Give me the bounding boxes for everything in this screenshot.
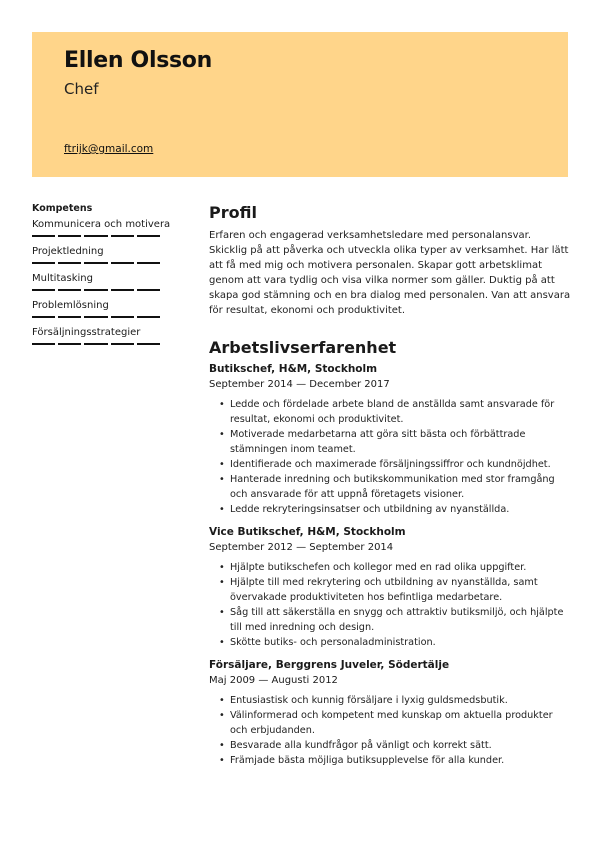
bullet-item: • Främjade bästa möjliga butiksupplevelse för alla kunder.	[219, 753, 571, 768]
bullet-item: • Hanterade inredning och butikskommunikation med stor framgång och ansvarade för att uppnå företagets visioner.	[219, 472, 571, 502]
bullet-item: • Hjälpte till med rekrytering och utbildning av nyanställda, samt övervakade produktiviteten hos befintliga medarbetare.	[219, 575, 571, 605]
profile-title: Profil	[209, 203, 257, 222]
skill-level-segment	[32, 316, 55, 318]
job-entry	[209, 363, 571, 517]
job-entry-title: Försäljare, Berggrens Juveler, Södertälje	[209, 659, 450, 671]
bullet-item: • Skötte butiks- och personaladministration.	[219, 635, 571, 650]
skill-item	[32, 272, 160, 291]
skill-level-segment	[137, 262, 160, 264]
skill-level-segment	[111, 316, 134, 318]
main-content	[209, 203, 571, 777]
skill-level-segment	[32, 289, 55, 291]
profile-text: Erfaren och engagerad verksamhetsledare med personalansvar. Skicklig på att påverka och utveckla olika typer av verksamhet. Har lätt att få med mig och motivera personalen. Skapar gott arbetsklimat genom att vara tydlig och visa vilka normer som gäller. Duktig på att skapa god stämning och en bra dialog med personalen. Van att ansvara för resultat, ekonomi och produktivitet.	[209, 230, 571, 316]
jobs-list	[209, 363, 571, 768]
skill-level-bar	[32, 289, 160, 291]
skill-level-segment	[58, 262, 81, 264]
skills-list	[32, 218, 171, 345]
skill-level-segment	[84, 343, 107, 345]
job-entry-dates: September 2014 — December 2017	[209, 379, 390, 390]
skill-level-segment	[137, 289, 160, 291]
job-entry-title: Vice Butikschef, H&M, Stockholm	[209, 526, 406, 538]
skill-name: Försäljningsstrategier	[32, 327, 141, 338]
skill-level-segment	[84, 289, 107, 291]
skill-level-bar	[32, 316, 160, 318]
skill-item	[32, 245, 160, 264]
skill-level-segment	[32, 235, 55, 237]
skill-level-segment	[32, 343, 55, 345]
person-name: Ellen Olsson	[64, 48, 212, 73]
skill-level-segment	[84, 316, 107, 318]
bullet-item: • Välinformerad och kompetent med kunskap om aktuella produkter och erbjudanden.	[219, 708, 571, 738]
skill-level-segment	[58, 316, 81, 318]
skill-level-bar	[32, 235, 160, 237]
sidebar-skills	[32, 203, 171, 353]
skill-name: Multitasking	[32, 273, 93, 284]
skill-item	[32, 218, 171, 237]
job-title: Chef	[64, 80, 99, 98]
bullet-item: • Ledde rekryteringsinsatser och utbildning av nyanställda.	[219, 502, 571, 517]
skill-name: Projektledning	[32, 246, 104, 257]
skill-name: Problemlösning	[32, 300, 109, 311]
header-banner	[32, 32, 568, 177]
skill-level-bar	[32, 262, 160, 264]
job-entry-title: Butikschef, H&M, Stockholm	[209, 363, 378, 375]
skill-level-segment	[32, 262, 55, 264]
bullet-item: • Såg till att säkerställa en snygg och attraktiv butiksmiljö, och hjälpte till med inredning och design.	[219, 605, 571, 635]
bullet-item: • Hjälpte butikschefen och kollegor med en rad olika uppgifter.	[219, 560, 571, 575]
skill-level-segment	[111, 235, 134, 237]
job-entry-bullets	[219, 560, 571, 650]
skill-level-segment	[84, 262, 107, 264]
skill-level-segment	[58, 235, 81, 237]
job-entry-bullets	[219, 397, 571, 517]
job-entry-dates: September 2012 — September 2014	[209, 542, 394, 553]
skill-level-segment	[58, 289, 81, 291]
skill-level-segment	[58, 343, 81, 345]
skill-item	[32, 299, 160, 318]
skills-title: Kompetens	[32, 203, 93, 214]
skill-level-segment	[137, 316, 160, 318]
bullet-item: • Besvarade alla kundfrågor på vänligt och korrekt sätt.	[219, 738, 571, 753]
skill-level-segment	[111, 343, 134, 345]
skill-level-segment	[111, 289, 134, 291]
skill-name: Kommunicera och motivera	[32, 219, 171, 230]
email-link[interactable]: ftrijk@gmail.com	[64, 143, 154, 155]
bullet-item: • Entusiastisk och kunnig försäljare i lyxig guldsmedsbutik.	[219, 693, 571, 708]
skill-level-segment	[137, 235, 160, 237]
bullet-item: • Motiverade medarbetarna att göra sitt bästa och förbättrade stämningen inom teamet.	[219, 427, 571, 457]
job-entry-dates: Maj 2009 — Augusti 2012	[209, 675, 338, 686]
skill-level-bar	[32, 343, 160, 345]
bullet-item: • Ledde och fördelade arbete bland de anställda samt ansvarade för resultat, ekonomi och produktivitet.	[219, 397, 571, 427]
skill-level-segment	[111, 262, 134, 264]
skill-item	[32, 326, 160, 345]
experience-title: Arbetslivserfarenhet	[209, 338, 397, 357]
bullet-item: • Identifierade och maximerade försäljningssiffror och kundnöjdhet.	[219, 457, 571, 472]
job-entry	[209, 526, 571, 650]
job-entry-bullets	[219, 693, 571, 768]
skill-level-segment	[84, 235, 107, 237]
job-entry	[209, 659, 571, 768]
skill-level-segment	[137, 343, 160, 345]
